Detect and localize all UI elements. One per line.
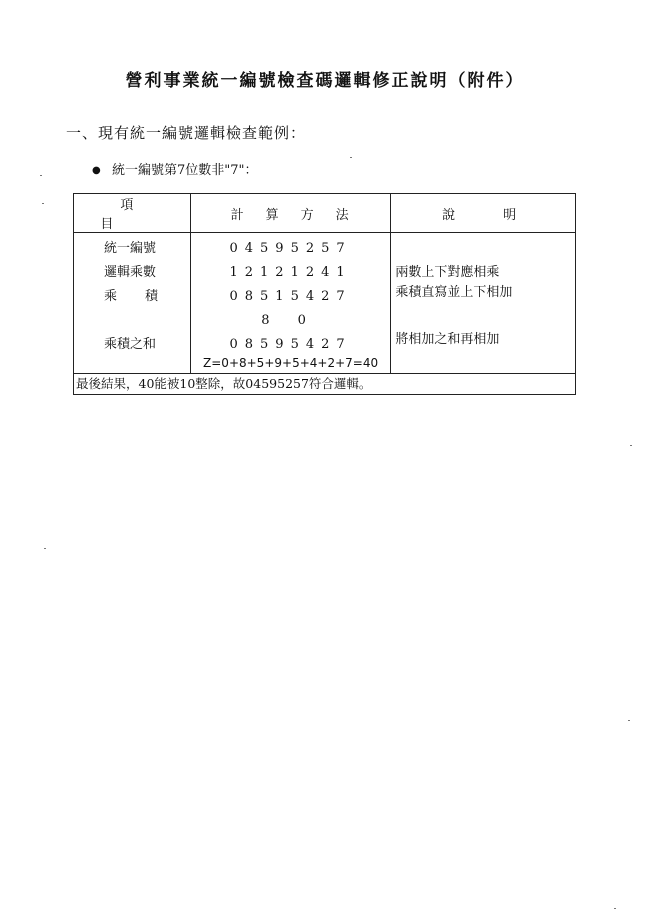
bullet-item — [92, 159, 258, 178]
table-header-row — [74, 194, 576, 233]
calc-cell: 08595427 — [229, 337, 352, 352]
item-cell: 乘積之和 — [104, 337, 157, 352]
scan-speck — [42, 203, 44, 204]
document-title: 營利事業統一編號檢查碼邏輯修正說明（附件） — [125, 71, 525, 91]
calc-cell: Z=0+8+5+9+5+4+2+7=40 — [203, 356, 379, 370]
bullet-text: 統一編號第7位數非"7"： — [112, 163, 258, 178]
desc-cell: 乘積直寫並上下相加 — [395, 285, 513, 300]
desc-cell: 兩數上下對應相乘 — [395, 265, 500, 280]
logic-table — [73, 193, 576, 395]
item-cell — [74, 311, 190, 331]
calc-column — [190, 233, 391, 374]
desc-cell: 將相加之和再相加 — [395, 332, 500, 347]
item-cell: 統一編號 — [104, 241, 157, 256]
bullet-icon: ● — [92, 165, 101, 176]
table-body-row — [74, 233, 576, 374]
scan-speck — [44, 548, 46, 549]
item-cell — [74, 353, 190, 373]
scan-speck — [40, 175, 42, 176]
calc-cell: 08515427 — [229, 289, 352, 304]
item-cell: 乘積 — [104, 289, 187, 304]
calc-cell: 12121241 — [229, 265, 352, 280]
scan-speck — [614, 908, 616, 909]
desc-cell — [391, 311, 575, 331]
footer-cell: 最後結果，40能被10整除，故04595257符合邏輯。 — [74, 374, 576, 395]
desc-column — [391, 233, 576, 374]
scan-speck — [350, 157, 352, 158]
header-item: 項目 — [74, 194, 191, 233]
desc-cell — [391, 239, 575, 259]
header-desc: 說明 — [391, 194, 576, 233]
item-cell: 邏輯乘數 — [104, 265, 157, 280]
calc-cell: 04595257 — [229, 241, 352, 256]
desc-cell — [391, 353, 575, 373]
header-calc: 計算方法 — [190, 194, 391, 233]
scan-speck — [630, 445, 632, 446]
calc-cell: 80 — [261, 313, 334, 328]
table-footer-row — [74, 374, 576, 395]
scan-speck — [628, 720, 630, 721]
item-column — [74, 233, 191, 374]
section-heading: 一、現有統一編號邏輯檢查範例： — [66, 124, 307, 142]
